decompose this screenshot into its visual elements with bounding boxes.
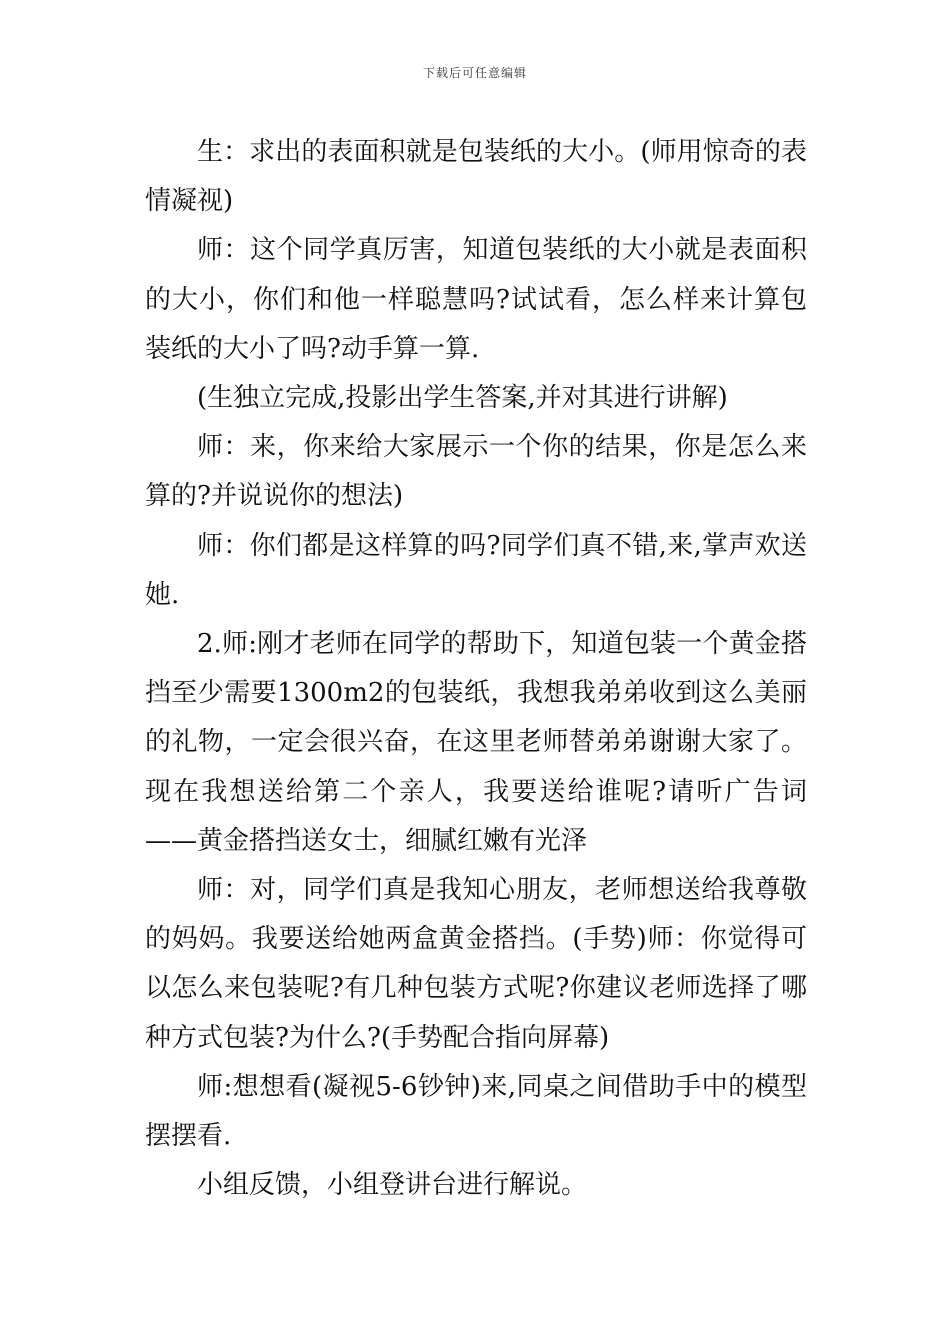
paragraph-teacher-applause: 师：你们都是这样算的吗?同学们真不错,来,掌声欢送她.	[145, 530, 807, 610]
paragraph-teacher-praise: 师：这个同学真厉害，知道包装纸的大小就是表面积的大小，你们和他一样聪慧吗?试试看，怎么样来计算包装纸的大小了吗?动手算一算.	[145, 235, 807, 364]
paragraph-model-try: 师:想想看(凝视5-6钞钟)来,同桌之间借助手中的模型摆摆看.	[145, 1071, 807, 1152]
paragraph-student-work: (生独立完成,投影出学生答案,并对其进行讲解)	[197, 383, 728, 414]
paragraph-teacher-show: 师：来，你来给大家展示一个你的结果，你是怎么来算的?并说说你的想法)	[145, 432, 807, 512]
paragraph-mother-gift: 师：对，同学们真是我知心朋友，老师想送给我尊敬的妈妈。我要送给她两盒黄金搭挡。(手势)师：你觉得可以怎么来包装呢?有几种包装方式呢?你建议老师选择了哪种方式包装?为什么?(手势配合指向屏幕)	[145, 875, 807, 1053]
page-header: 下载后可任意编辑	[422, 66, 527, 80]
document-body	[145, 128, 807, 1210]
paragraph-group-feedback: 小组反馈，小组登讲台进行解说。	[197, 1170, 588, 1201]
paragraph-second-gift: 2.师:刚才老师在同学的帮助下，知道包装一个黄金搭挡至少需要1300m2的包装纸，我想我弟弟收到这么美丽的礼物，一定会很兴奋，在这里老师替弟弟谢谢大家了。现在我想送给第二个亲人，我要送给谁呢?请听广告词——黄金搭挡送女士，细腻红嫩有光泽	[145, 629, 807, 856]
paragraph-student-answer: 生：求出的表面积就是包装纸的大小。(师用惊奇的表情凝视)	[145, 137, 807, 217]
